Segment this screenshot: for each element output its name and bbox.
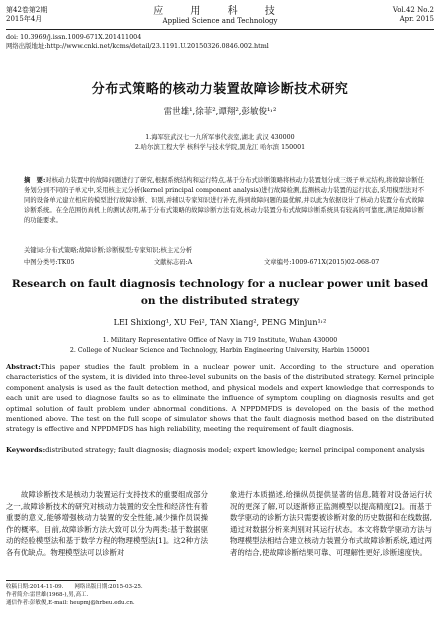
volume-cn: 第42卷第2期 [6, 6, 48, 14]
keywords-cn-label: 关键词: [24, 247, 46, 254]
document-code: 文献标志码:A [154, 259, 193, 266]
authors-cn: 雷世雄¹,徐菲²,谭翔²,彭敏俊¹˒² [163, 107, 277, 117]
affiliations-cn [0, 133, 440, 153]
affiliation-en-2: 2. College of Nuclear Science and Technology, Harbin Engineering University, Harbin 150001 [69, 347, 371, 354]
article-meta [6, 33, 269, 51]
body-column-left: 故障诊断技术是核动力装置运行支持技术的重要组成部分之一,故障诊断技术的研究对核动力装置的安全性和经济性有着重要的意义,能够增强核动力装置的安全性能,减少操作员误操作的概率。目前,故障诊断方法大致可以分为两类:基于数据驱动的经验模型法和基于数学方程的物理模型法[1]。这2种方法各有优缺点。物理模型法可以诊断对 [6, 490, 208, 557]
title-en: Research on fault diagnosis technology for a nuclear power unit based on the distributed strategy [11, 278, 429, 307]
title-cn: 分布式策略的核动力装置故障诊断技术研究 [91, 82, 349, 97]
volume-en: Vol.42 No.2 [392, 6, 434, 14]
authors-en: LEI Shixiong¹, XU Fei², TAN Xiang², PENG Minjun¹˒² [113, 318, 327, 327]
footnote-rule [6, 580, 116, 581]
keywords-en-label: Keywords: [6, 446, 46, 454]
article-number: 文章编号:1009-671X(2015)02-068-07 [264, 259, 380, 266]
keywords-en [6, 445, 434, 455]
footnote [6, 583, 143, 607]
abstract-en [6, 362, 434, 435]
header-rule [6, 29, 434, 30]
affiliation-en-1: 1. Military Representative Office of Navy in 719 Institute, Wuhan 430000 [102, 337, 338, 344]
journal-name-cn: 应 用 科 技 [153, 6, 287, 17]
abstract-en-label: Abstract: [6, 363, 41, 371]
footnote-author-bio: 作者简介:雷世雄(1968-),男,高工. [6, 592, 89, 598]
keywords-en-text: distributed strategy; fault diagnosis; diagnosis model; expert knowledge; kernel principal component analysis [45, 446, 425, 454]
journal-name-en: Applied Science and Technology [162, 17, 278, 25]
volume-issue-en [393, 6, 434, 24]
journal-name [6, 6, 434, 26]
abstract-en-text: This paper studies the fault problem in a nuclear power unit. According to the structure and operation characteristics of the system, it is divided into three-level subunits on the basis of the distributed strategy. Kernel principle component analysis is used as the fault detection method, and physical models and expert knowledge that corresponds to each unit are used to diagnose faults so as to eliminate the influence of symptom coupling on diagnosis results and get optimal solution of fault problem under abnormal conditions. A NPPDMFDS is developed on the basis of the method mentioned above. The test on the full scope of simulator shows that the fault diagnosis method based on the distributed strategy is effective and NPPDMFDS has high reliability, meeting the requirement of fault diagnosis. [6, 363, 434, 434]
affiliations-en [0, 336, 440, 356]
abstract-cn-text: 对核动力装置中的故障问题进行了研究,根据系统结构和运行特点,基于分布式诊断策略将核动力装置划分成三级子单元结构,将故障诊断任务划分到不同的子单元中,采用核主元分析(kernel principal component analysis)进行故障检测,监测核动力装置的运行状态,采用模型法对不同的设备单元建立相应的模型进行故障诊断、识别,并辅以专家知识进行补充,得到故障问题的最优解,并以此为依据设计了核动力装置分布式故障诊断系统。在全范围仿真机上的测试表明,基于分布式策略的故障诊断方法有效,核动力装置分布式故障诊断系统具有较高的可靠度,满足故障诊断的功能要求。 [24, 177, 424, 224]
body-column-right: 象进行本质描述,给操纵员提供显著的信息,随着对设备运行状况的更深了解,可以逐渐修正监测模型以提高精度[2]。而基于数学驱动的诊断方法只需要被诊断对象的历史数据和在线数据,通过对数据分析来判别对其运行状态。本文将数学驱动方法与物理模型法相结合建立核动力装置分布式故障诊断系统,通过两者的结合,使故障诊断结果可靠、可理解性更好,诊断速度快。 [230, 490, 432, 557]
footnote-received: 收稿日期:2014-11-09. 网络出版日期:2015-03-25. [6, 584, 143, 590]
online-url: 网络出版地址:http://www.cnki.net/kcms/detail/23.1191.U.20150326.0846.002.html [6, 42, 269, 50]
keywords-cn [24, 246, 424, 256]
affiliation-cn-2: 2.哈尔滨工程大学 核科学与技术学院,黑龙江 哈尔滨 150001 [134, 144, 306, 151]
footnote-corresponding: 通信作者:彭敏俊,E-mail: heupmj@hrbeu.edu.cn. [6, 600, 135, 606]
abstract-cn-label: 摘 要: [24, 177, 46, 184]
keywords-cn-text: 分布式策略;故障诊断;诊断模型;专家知识;核主元分析 [45, 247, 193, 254]
affiliation-cn-1: 1.海军驻武汉七一九所军事代表室,湖北 武汉 430000 [145, 134, 295, 141]
doi: doi: 10.3969/j.issn.1009-671X.201411004 [6, 33, 142, 41]
abstract-cn [24, 176, 424, 226]
date-cn: 2015年4月 [6, 15, 43, 23]
running-header [6, 6, 434, 30]
date-en: Apr. 2015 [399, 15, 434, 23]
clc-number: 中图分类号:TK05 [24, 259, 75, 266]
